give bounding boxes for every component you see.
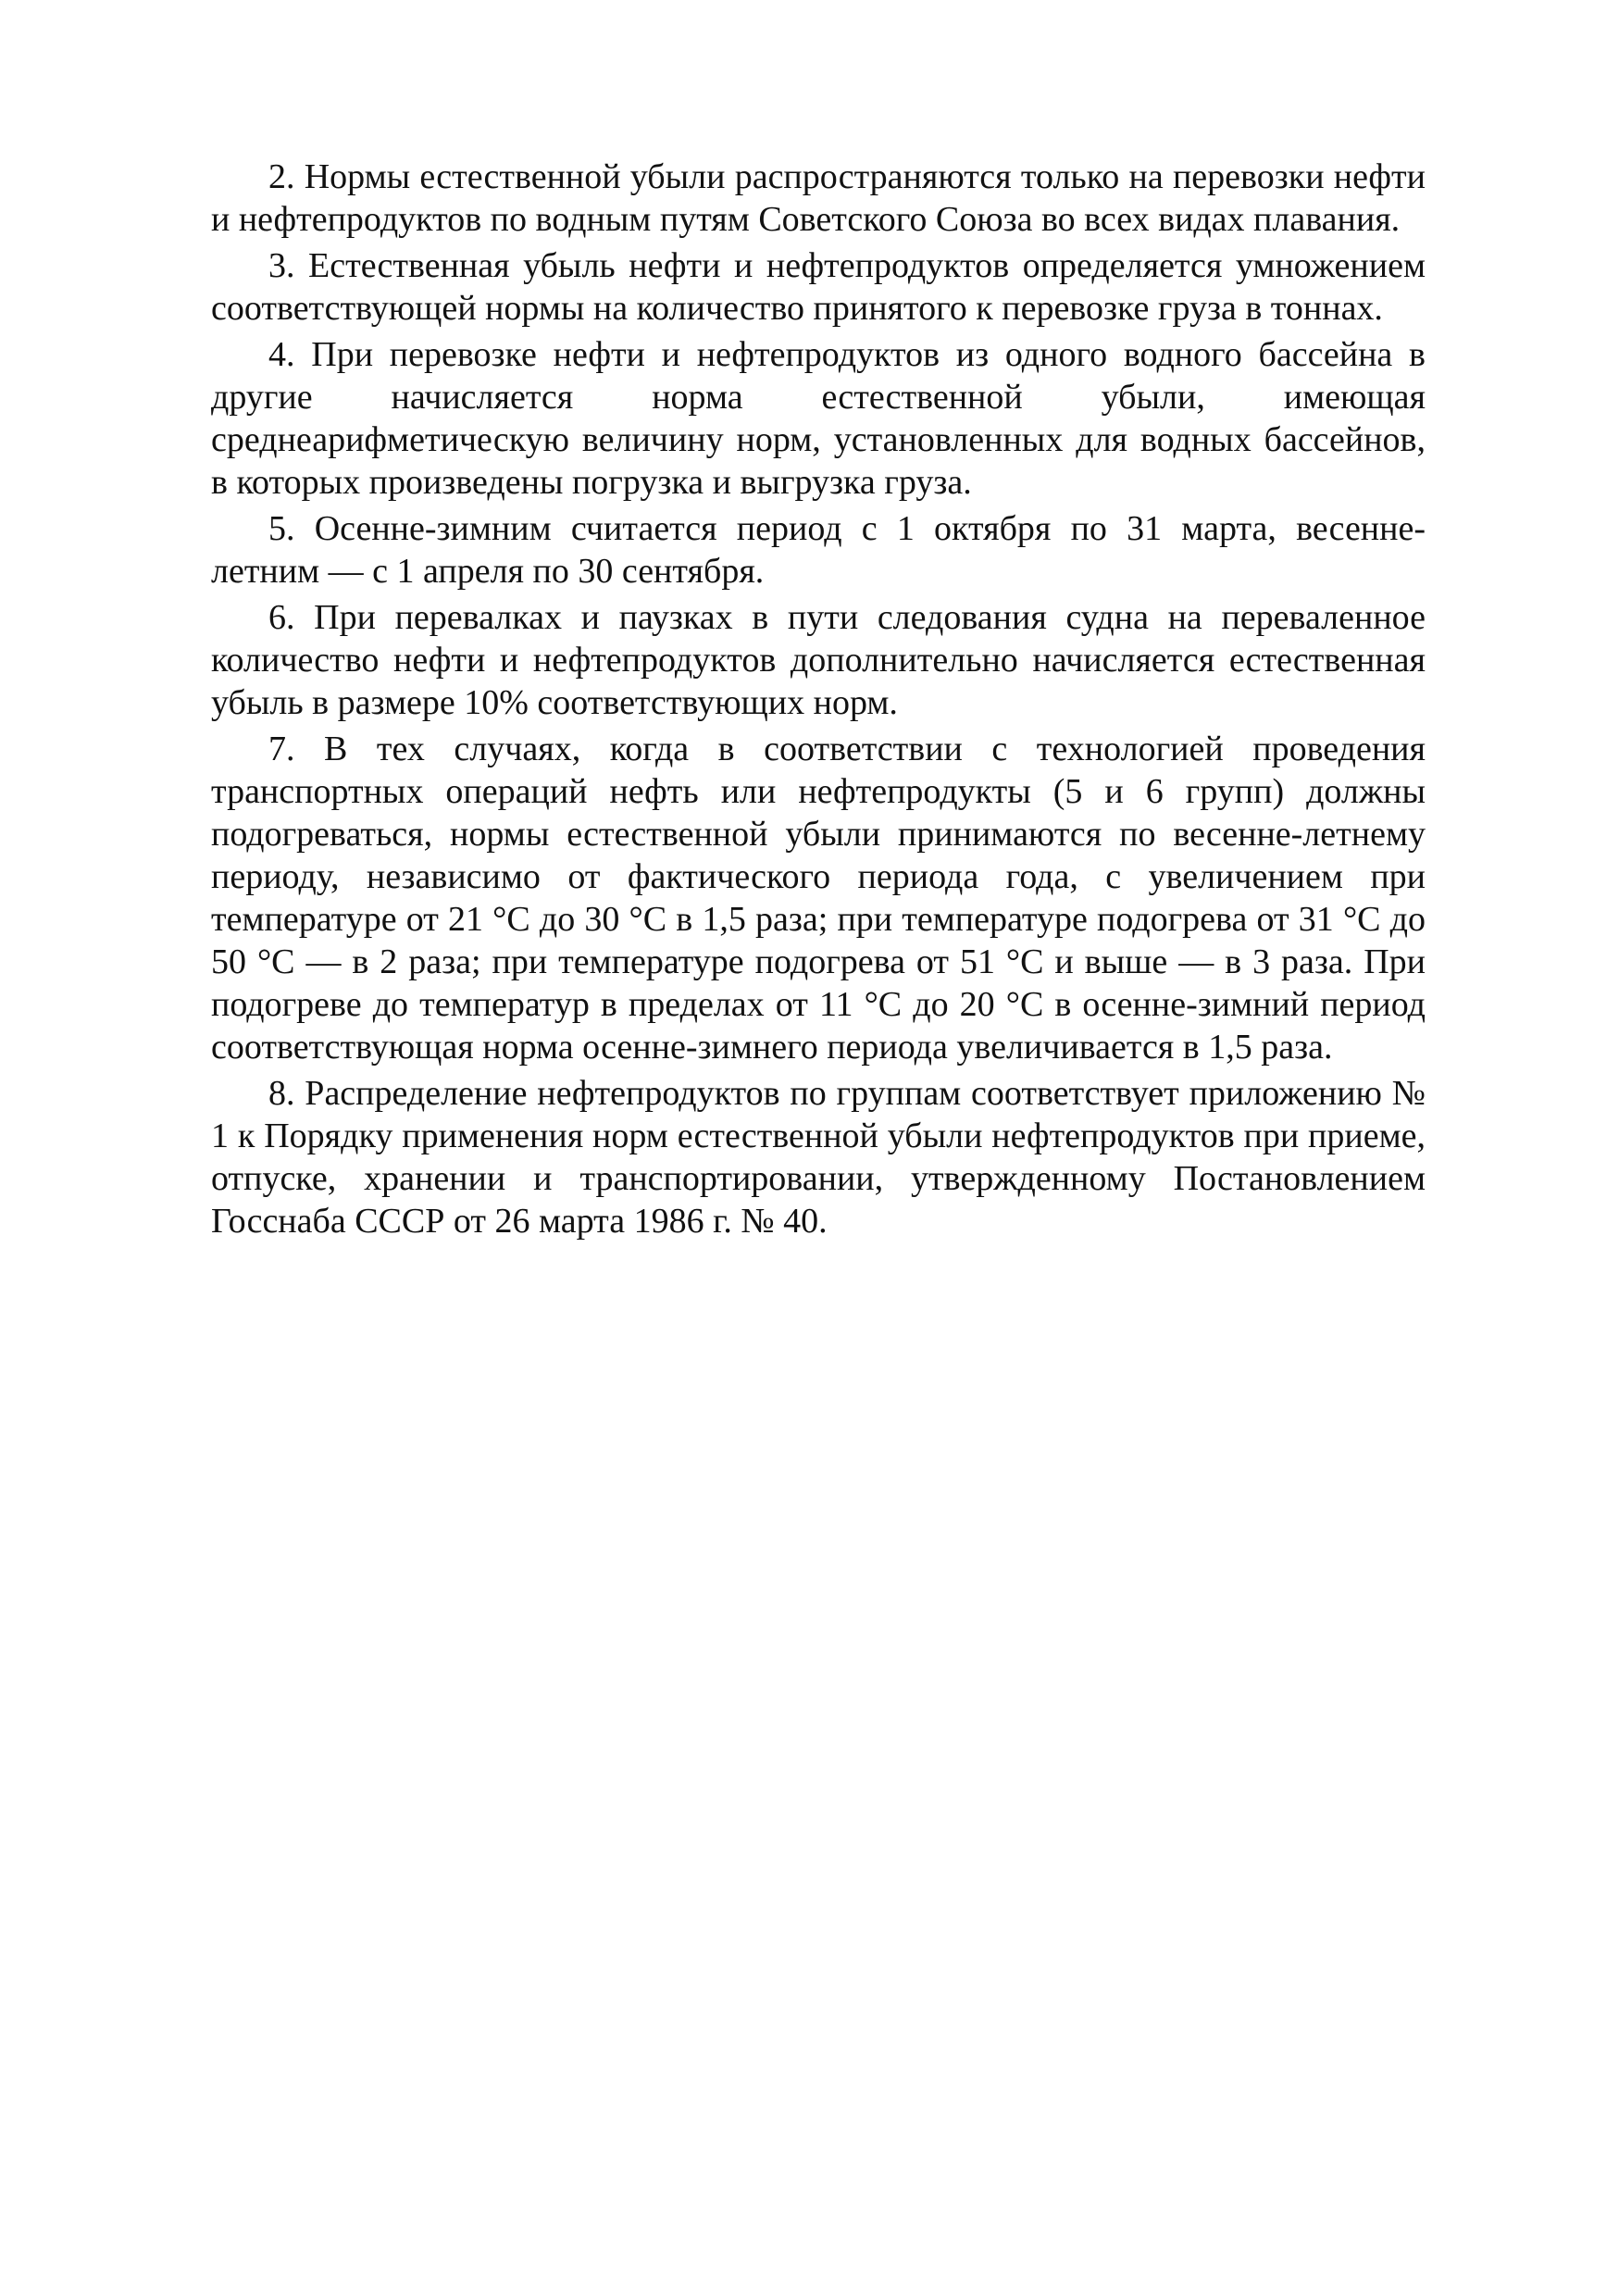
paragraph-7: 7. В тех случаях, когда в соответствии с технологией проведения транспортных операций нефть или нефтепродукты (5 и 6 групп) должны подогреваться, нормы естественной убыли принимаются по весенне-летнему периоду, независимо от фактического периода года, с увеличением при температуре от 21 °С до 30 °С в 1,5 раза; при температуре подогрева от 31 °С до 50 °С — в 2 раза; при температуре подогрева от 51 °С и выше — в 3 раза. При подогреве до температур в пределах от 11 °С до 20 °С в осенне-зимний период соответствующая норма осенне-зимнего периода увеличивается в 1,5 раза. [211, 730, 1426, 1067]
paragraph-5: 5. Осенне-зимним считается период с 1 октября по 31 марта, весенне-летним — с 1 апреля по 30 сентября. [211, 509, 1426, 591]
paragraph-8: 8. Распределение нефтепродуктов по группам соответствует приложению № 1 к Порядку применения норм естественной убыли нефтепродуктов при приеме, отпуске, хранении и транспортировании, утвержденному Постановлением Госснаба СССР от 26 марта 1986 г. № 40. [211, 1074, 1426, 1241]
paragraph-3: 3. Естественная убыль нефти и нефтепродуктов определяется умножением соответствующей нормы на количество принятого к перевозке груза в тоннах. [211, 246, 1426, 328]
paragraph-6: 6. При перевалках и паузках в пути следования судна на переваленное количество нефти и нефтепродуктов дополнительно начисляется естественная убыль в размере 10% соответствующих норм. [211, 598, 1426, 722]
document-body [211, 156, 1426, 1246]
paragraph-4: 4. При перевозке нефти и нефтепродуктов из одного водного бассейна в другие начисляется норма естественной убыли, имеющая среднеарифметическую величину норм, установленных для водных бассейнов, в которых произведены погрузка и выгрузка груза. [211, 335, 1426, 502]
paragraph-2: 2. Нормы естественной убыли распространяются только на перевозки нефти и нефтепродуктов по водным путям Советского Союза во всех видах плавания. [211, 157, 1426, 239]
